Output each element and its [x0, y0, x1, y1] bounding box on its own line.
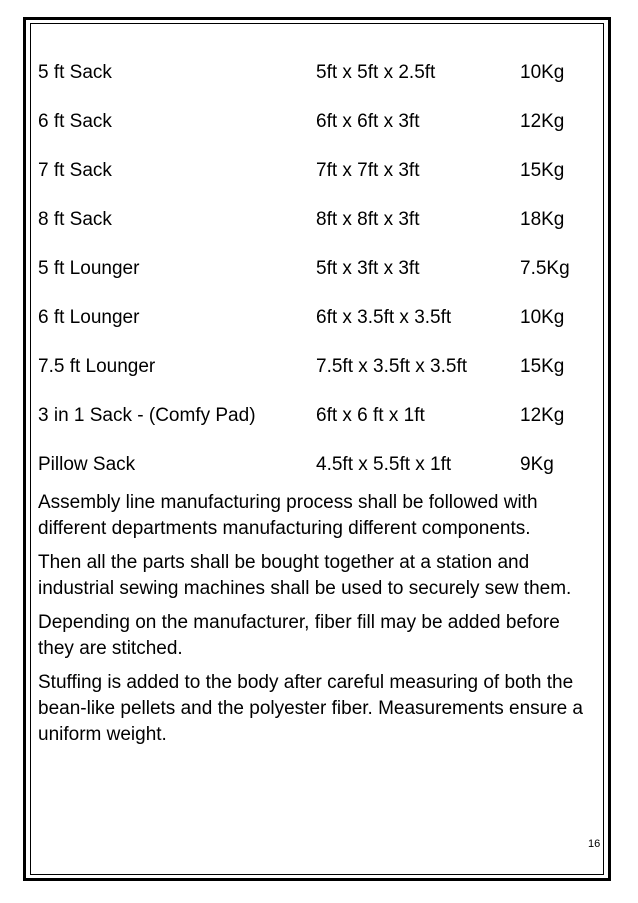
table-row	[38, 440, 598, 489]
product-weight: 18Kg	[520, 208, 565, 230]
product-name: 6 ft Lounger	[38, 306, 140, 328]
product-weight: 10Kg	[520, 61, 565, 83]
table-row	[38, 391, 598, 440]
product-size: 8ft x 8ft x 3ft	[316, 208, 420, 230]
paragraph-assembly: Assembly line manufacturing process shall be followed with different departments manufacturing different components.	[38, 492, 538, 539]
table-row	[38, 195, 598, 244]
product-weight: 9Kg	[520, 453, 554, 475]
product-size: 6ft x 3.5ft x 3.5ft	[316, 306, 452, 328]
product-size: 7.5ft x 3.5ft x 3.5ft	[316, 355, 468, 377]
paragraph-stuffing: Stuffing is added to the body after careful measuring of both the bean-like pellets and the polyester fiber. Measurements ensure a uniform weight.	[38, 672, 583, 745]
paragraph-fiber-fill: Depending on the manufacturer, fiber fill may be added before they are stitched.	[38, 612, 560, 659]
product-name: 5 ft Sack	[38, 61, 112, 83]
product-name: 7.5 ft Lounger	[38, 355, 156, 377]
product-weight: 15Kg	[520, 159, 565, 181]
product-name: 3 in 1 Sack - (Comfy Pad)	[38, 404, 256, 426]
product-weight: 10Kg	[520, 306, 565, 328]
table-row	[38, 97, 598, 146]
table-row	[38, 146, 598, 195]
product-size: 6ft x 6ft x 3ft	[316, 110, 420, 132]
product-weight: 7.5Kg	[520, 257, 570, 279]
body-text	[38, 490, 598, 756]
product-size: 4.5ft x 5.5ft x 1ft	[316, 453, 452, 475]
product-spec-table	[38, 48, 598, 489]
product-name: 6 ft Sack	[38, 110, 112, 132]
product-size: 5ft x 3ft x 3ft	[316, 257, 420, 279]
product-size: 6ft x 6 ft x 1ft	[316, 404, 425, 426]
table-row	[38, 342, 598, 391]
product-weight: 15Kg	[520, 355, 565, 377]
product-name: 8 ft Sack	[38, 208, 112, 230]
paragraph-sewing: Then all the parts shall be bought together at a station and industrial sewing machines shall be used to securely sew them.	[38, 552, 572, 599]
page-number: 16	[588, 838, 601, 850]
product-weight: 12Kg	[520, 110, 565, 132]
product-name: 7 ft Sack	[38, 159, 112, 181]
table-row	[38, 48, 598, 97]
product-size: 7ft x 7ft x 3ft	[316, 159, 420, 181]
product-name: 5 ft Lounger	[38, 257, 140, 279]
product-weight: 12Kg	[520, 404, 565, 426]
product-size: 5ft x 5ft x 2.5ft	[316, 61, 436, 83]
table-row	[38, 293, 598, 342]
table-row	[38, 244, 598, 293]
product-name: Pillow Sack	[38, 453, 136, 475]
